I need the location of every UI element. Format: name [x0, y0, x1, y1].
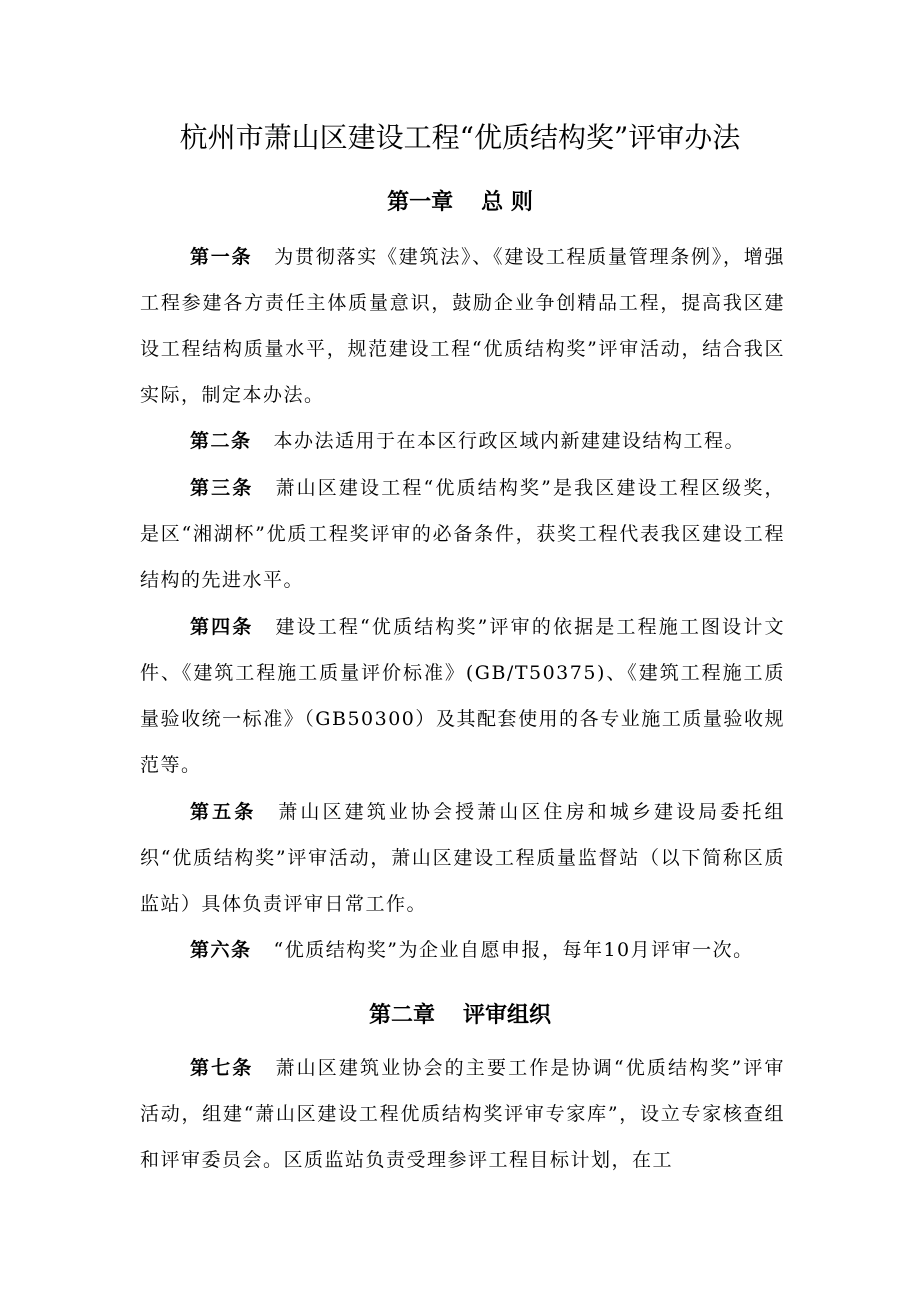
- article-5: [140, 789, 785, 927]
- article-text: 萧山区建设工程“优质结构奖”是我区建设工程区级奖，是区“湘湖杯”优质工程奖评审的必备条件，获奖工程代表我区建设工程结构的先进水平。: [140, 477, 785, 591]
- chapter-name: 评审组织: [463, 1002, 552, 1028]
- article-number: 第四条: [190, 616, 254, 638]
- chapter-name: 总 则: [481, 189, 533, 215]
- article-2: [140, 418, 785, 464]
- article-3: [140, 465, 785, 603]
- article-number: 第七条: [190, 1057, 254, 1079]
- chapter-heading-2: [0, 999, 920, 1031]
- article-text: 本办法适用于在本区行政区域内新建建设结构工程。: [273, 430, 746, 452]
- article-text: “优质结构奖”为企业自愿申报，每年10月评审一次。: [273, 939, 754, 961]
- chapter-number: 第二章: [368, 1002, 435, 1028]
- article-6: [140, 927, 785, 973]
- article-1: [140, 234, 785, 418]
- article-number: 第一条: [190, 246, 253, 268]
- article-number: 第五条: [190, 801, 257, 823]
- article-text: 建设工程“优质结构奖”评审的依据是工程施工图设计文件、《建筑工程施工质量评价标准》(GB/T50375)、《建筑工程施工质量验收统一标准》（GB50300）及其配套使用的各专业施工质量验收规范等。: [140, 616, 785, 776]
- article-7: [140, 1045, 785, 1183]
- article-4: [140, 604, 785, 788]
- article-number: 第三条: [190, 477, 254, 499]
- document-title: 杭州市萧山区建设工程“优质结构奖”评审办法: [179, 121, 741, 154]
- article-number: 第六条: [190, 939, 252, 961]
- article-text: 萧山区建筑业协会授萧山区住房和城乡建设局委托组织“优质结构奖”评审活动，萧山区建设工程质量监督站（以下简称区质监站）具体负责评审日常工作。: [140, 801, 785, 915]
- article-text: 萧山区建筑业协会的主要工作是协调“优质结构奖”评审活动，组建“萧山区建设工程优质结构奖评审专家库”，设立专家核查组和评审委员会。区质监站负责受理参评工程目标计划，在工: [140, 1057, 785, 1171]
- chapter-number: 第一章: [387, 189, 454, 215]
- article-number: 第二条: [190, 430, 252, 452]
- chapter-heading-1: [0, 186, 920, 218]
- article-text: 为贯彻落实《建筑法》、《建设工程质量管理条例》，增强工程参建各方责任主体质量意识，鼓励企业争创精品工程，提高我区建设工程结构质量水平，规范建设工程“优质结构奖”评审活动，结合我区实际，制定本办法。: [140, 246, 785, 406]
